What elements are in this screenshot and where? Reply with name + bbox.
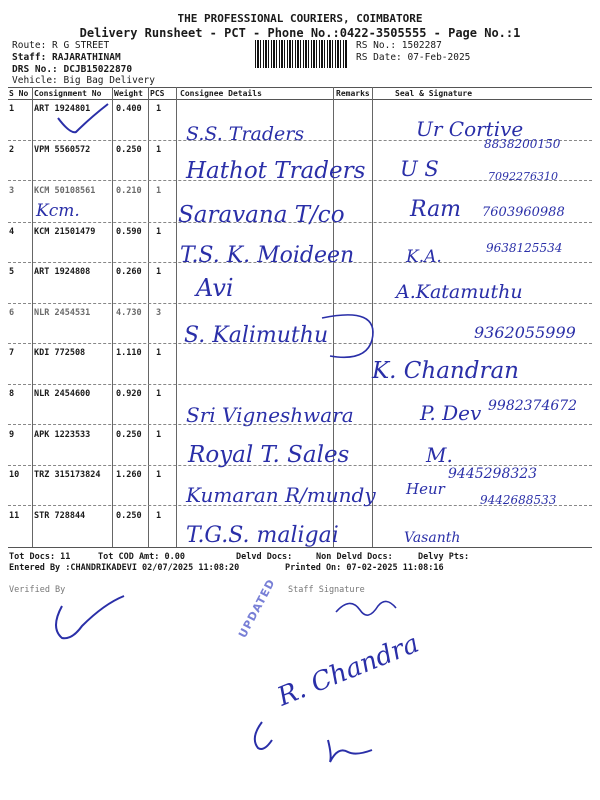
col-header-weight: Weight [114,89,143,98]
row-signature-handwriting: Ur Cortive [416,117,524,141]
row-pcs: 1 [156,227,162,237]
row-signature-handwriting: P. Dev [420,401,482,425]
row-weight: 0.590 [116,227,142,237]
row-sno: 3 [9,186,15,196]
company-title: THE PROFESSIONAL COURIERS, COIMBATORE [177,12,423,25]
row-phone-handwriting: 7092276310 [488,170,558,183]
row-pcs: 1 [156,145,162,155]
row-signature-handwriting: A.Katamuthu [396,281,523,303]
row-sno: 5 [9,267,15,277]
verified-signature-stroke [56,596,124,638]
row-sno: 8 [9,389,15,399]
row-weight: 4.730 [116,308,142,318]
col-header-pcs: PCS [150,89,165,98]
row-pcs: 1 [156,186,162,196]
row-consignment: NLR 2454531 [34,308,91,318]
row-phone-handwriting: 9445298323 [448,466,538,482]
row-pcs: 1 [156,470,162,480]
row-consignee-handwriting: S.S. Traders [186,123,305,145]
col-header-remarks: Remarks [336,89,370,98]
row-phone-handwriting: 9638125534 [486,241,563,255]
row-consignment: KCM 50108561 [34,186,96,196]
row-pcs: 3 [156,308,162,318]
row-sno: 9 [9,430,15,440]
row-consignee-handwriting: T.S. K. Moideen [180,243,355,268]
bottom-name-handwriting: R. Chandra [273,628,424,713]
staff-signature-label: Staff Signature [288,585,365,595]
row-sno: 6 [9,308,15,318]
scribble-stroke [322,315,373,357]
row-signature-handwriting: K.A. [406,247,442,267]
col-header-seal-signature: Seal & Signature [395,89,473,98]
row-consignee-handwriting: Royal T. Sales [188,442,350,468]
row-weight: 0.210 [116,186,142,196]
row-weight: 0.400 [116,104,142,114]
row-consignment: STR 728844 [34,511,86,521]
checkmark-stroke [58,104,108,132]
row-consignee-handwriting: Hathot Traders [186,158,366,184]
entered-by: Entered By :CHANDRIKADEVI 02/07/2025 11:08:20 [9,563,240,573]
row-sno: 1 [9,104,15,114]
row-phone-handwriting: 9982374672 [488,398,578,414]
rs-number: RS No.: 1502287 [356,40,442,51]
row-pcs: 1 [156,389,162,399]
row-signature-handwriting: Heur [406,480,445,498]
verified-by-label: Verified By [9,585,66,595]
row-pcs: 1 [156,104,162,114]
vehicle-label: Vehicle: Big Bag Delivery [12,75,155,86]
printed-on: Printed On: 07-02-2025 11:08:16 [285,563,444,573]
row-weight: 1.110 [116,348,142,358]
updated-stamp: UPDATED [236,576,278,641]
row-consignment: VPM 5560572 [34,145,91,155]
row-weight: 0.250 [116,511,142,521]
bottom-signature-stroke [328,740,372,762]
row-signature-handwriting: M. [426,443,453,467]
row-signature-handwriting: Vasanth [404,530,461,546]
delivered-docs: Delvd Docs: [236,552,293,562]
row-consignee-handwriting: Sri Vigneshwara [186,403,354,427]
row-weight: 0.920 [116,389,142,399]
row-consignment: APK 1223533 [34,430,91,440]
row-signature-handwriting: U S [400,157,439,181]
row-weight: 1.260 [116,470,142,480]
row-signature-handwriting: Ram [410,197,462,222]
row-consignment: NLR 2454600 [34,389,91,399]
row-consignment: TRZ 315173824 [34,470,101,480]
delivery-points: Delvy Pts: [418,552,470,562]
total-docs: Tot Docs: 11 [9,552,71,562]
row-extra-handwriting: Kcm. [36,201,80,221]
rs-date: RS Date: 07-Feb-2025 [356,52,471,63]
row-sno: 2 [9,145,15,155]
row-consignee-handwriting: T.G.S. maligai [186,523,339,548]
col-header-consignment: Consignment No [34,89,102,98]
row-consignment: ART 1924808 [34,267,91,277]
row-weight: 0.260 [116,267,142,277]
row-phone-handwriting: 7603960988 [482,205,565,220]
drs-number: DRS No.: DCJB15022870 [12,64,133,75]
route-label: Route: R G STREET [12,40,110,51]
row-pcs: 1 [156,267,162,277]
row-consignee-handwriting: Kumaran R/mundy [186,483,376,507]
row-consignment: KCM 21501479 [34,227,96,237]
bottom-signature-stroke [255,722,272,749]
non-delivered-docs: Non Delvd Docs: [316,552,393,562]
row-sno: 11 [9,511,20,521]
row-sno: 10 [9,470,20,480]
row-sno: 7 [9,348,15,358]
row-signature-handwriting: K. Chandran [372,358,519,384]
col-header-consignee: Consignee Details [180,89,262,98]
row-pcs: 1 [156,348,162,358]
row-consignment: ART 1924801 [34,104,91,114]
row-phone-handwriting: 9362055999 [474,323,576,342]
row-weight: 0.250 [116,430,142,440]
staff-label: Staff: RAJARATHINAM [12,52,121,63]
row-weight: 0.250 [116,145,142,155]
row-phone-handwriting: 8838200150 [484,137,561,151]
row-pcs: 1 [156,511,162,521]
row-phone-handwriting: 9442688533 [480,493,557,507]
col-header-sno: S No [9,89,29,98]
total-cod-amount: Tot COD Amt: 0.00 [98,552,185,562]
row-consignee-handwriting: Saravana T/co [178,202,345,228]
row-consignee-handwriting: S. Kalimuthu [184,323,329,348]
runsheet-subtitle: Delivery Runsheet - PCT - Phone No.:0422-3505555 - Page No.:1 [79,26,521,40]
row-sno: 4 [9,227,15,237]
row-consignee-handwriting: Avi [196,274,234,302]
row-consignment: KDI 772508 [34,348,86,358]
row-pcs: 1 [156,430,162,440]
staff-signature-stroke [336,601,396,615]
